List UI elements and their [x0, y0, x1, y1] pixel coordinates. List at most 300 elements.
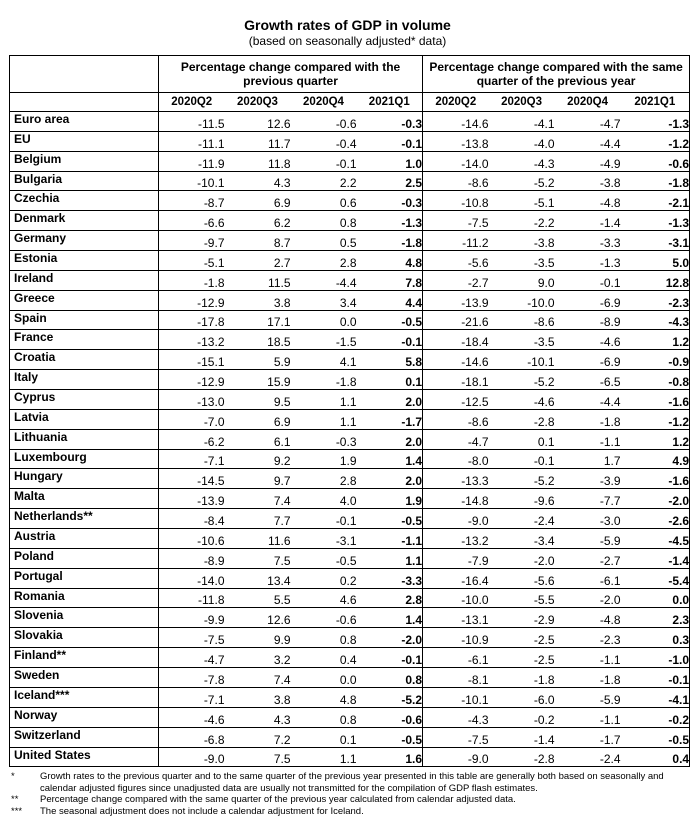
qoq-value-cell: 1.1: [291, 390, 357, 410]
yoy-value-cell: -4.9: [555, 151, 621, 171]
qoq-value-cell: 4.0: [291, 489, 357, 509]
yoy-value-cell: -4.3: [489, 151, 555, 171]
yoy-value-cell: -1.6: [621, 469, 690, 489]
yoy-value-cell: -6.5: [555, 370, 621, 390]
country-name: EU: [10, 131, 159, 151]
table-row: [10, 509, 690, 529]
qoq-value-cell: 7.4: [225, 668, 291, 688]
qoq-value-cell: -11.9: [159, 151, 225, 171]
country-name: Netherlands**: [10, 509, 159, 529]
yoy-value-cell: -0.5: [621, 727, 690, 747]
qoq-value-cell: -0.6: [291, 112, 357, 132]
yoy-value-cell: -6.1: [555, 568, 621, 588]
yoy-value-cell: -4.6: [489, 390, 555, 410]
yoy-value-cell: -10.0: [423, 588, 489, 608]
country-name: Bulgaria: [10, 171, 159, 191]
table-row: [10, 727, 690, 747]
country-name: Finland**: [10, 648, 159, 668]
qoq-value-cell: 15.9: [225, 370, 291, 390]
yoy-value-cell: -2.6: [621, 509, 690, 529]
gdp-growth-table: [9, 55, 690, 767]
qoq-value-cell: 2.2: [291, 171, 357, 191]
qoq-value-cell: -10.1: [159, 171, 225, 191]
quarter-header: 2020Q4: [555, 93, 621, 112]
footnotes: [11, 771, 691, 817]
qoq-value-cell: 2.7: [225, 251, 291, 271]
yoy-value-cell: -2.9: [489, 608, 555, 628]
qoq-value-cell: 7.5: [225, 747, 291, 767]
yoy-value-cell: -2.0: [621, 489, 690, 509]
qoq-value-cell: -0.1: [357, 648, 423, 668]
yoy-value-cell: -3.5: [489, 330, 555, 350]
qoq-value-cell: -11.8: [159, 588, 225, 608]
qoq-value-cell: 4.4: [357, 290, 423, 310]
qoq-value-cell: -8.9: [159, 548, 225, 568]
qoq-value-cell: 17.1: [225, 310, 291, 330]
yoy-value-cell: -13.1: [423, 608, 489, 628]
qoq-value-cell: -6.6: [159, 211, 225, 231]
yoy-value-cell: -14.6: [423, 350, 489, 370]
yoy-value-cell: -1.2: [621, 131, 690, 151]
table-row: [10, 668, 690, 688]
yoy-value-cell: -2.0: [555, 588, 621, 608]
yoy-value-cell: -1.3: [555, 251, 621, 271]
yoy-value-cell: -5.5: [489, 588, 555, 608]
table-row: [10, 568, 690, 588]
qoq-value-cell: 12.6: [225, 112, 291, 132]
qoq-value-cell: -3.3: [357, 568, 423, 588]
yoy-value-cell: -10.0: [489, 290, 555, 310]
yoy-value-cell: -5.2: [489, 171, 555, 191]
qoq-value-cell: -15.1: [159, 350, 225, 370]
qoq-value-cell: 1.1: [291, 409, 357, 429]
qoq-value-cell: 8.7: [225, 231, 291, 251]
country-name: Iceland***: [10, 687, 159, 707]
qoq-value-cell: 0.1: [357, 370, 423, 390]
qoq-value-cell: 12.6: [225, 608, 291, 628]
qoq-value-cell: 9.7: [225, 469, 291, 489]
qoq-value-cell: 0.4: [291, 648, 357, 668]
qoq-value-cell: 11.6: [225, 529, 291, 549]
table-row: [10, 588, 690, 608]
yoy-value-cell: -2.8: [489, 747, 555, 767]
qoq-value-cell: -8.7: [159, 191, 225, 211]
country-name: Euro area: [10, 112, 159, 132]
country-name: Cyprus: [10, 390, 159, 410]
qoq-value-cell: -0.3: [357, 112, 423, 132]
yoy-value-cell: 0.4: [621, 747, 690, 767]
footnote-mark: **: [11, 794, 19, 805]
yoy-value-cell: -9.0: [423, 747, 489, 767]
group-header-previous-year: Percentage change compared with the same quarter of the previous year: [423, 56, 690, 93]
yoy-value-cell: 0.3: [621, 628, 690, 648]
footnote-text: Percentage change compared with the same quarter of the previous year calculated from calendar adjusted data.: [40, 794, 516, 805]
country-name: Hungary: [10, 469, 159, 489]
yoy-value-cell: -10.1: [489, 350, 555, 370]
qoq-value-cell: -5.2: [357, 687, 423, 707]
country-name: Slovakia: [10, 628, 159, 648]
yoy-value-cell: -2.7: [555, 548, 621, 568]
qoq-value-cell: -1.8: [159, 270, 225, 290]
yoy-value-cell: -0.1: [489, 449, 555, 469]
yoy-value-cell: -0.8: [621, 370, 690, 390]
yoy-value-cell: 5.0: [621, 251, 690, 271]
qoq-value-cell: 18.5: [225, 330, 291, 350]
yoy-value-cell: 4.9: [621, 449, 690, 469]
qoq-value-cell: -3.1: [291, 529, 357, 549]
qoq-value-cell: 0.5: [291, 231, 357, 251]
country-name: Sweden: [10, 668, 159, 688]
qoq-value-cell: -0.1: [291, 151, 357, 171]
yoy-value-cell: -21.6: [423, 310, 489, 330]
yoy-value-cell: -4.0: [489, 131, 555, 151]
qoq-value-cell: 6.1: [225, 429, 291, 449]
qoq-value-cell: 2.0: [357, 429, 423, 449]
yoy-value-cell: -10.8: [423, 191, 489, 211]
yoy-value-cell: -6.0: [489, 687, 555, 707]
yoy-value-cell: -1.7: [555, 727, 621, 747]
qoq-value-cell: -0.6: [291, 608, 357, 628]
table-row: [10, 211, 690, 231]
country-name: Malta: [10, 489, 159, 509]
yoy-value-cell: -3.3: [555, 231, 621, 251]
footnote: [11, 794, 691, 806]
yoy-value-cell: -3.1: [621, 231, 690, 251]
yoy-value-cell: -1.6: [621, 390, 690, 410]
yoy-value-cell: 1.2: [621, 330, 690, 350]
yoy-value-cell: -18.4: [423, 330, 489, 350]
yoy-value-cell: -8.0: [423, 449, 489, 469]
yoy-value-cell: -7.7: [555, 489, 621, 509]
country-name: Lithuania: [10, 429, 159, 449]
quarter-header: 2021Q1: [621, 93, 690, 112]
yoy-value-cell: -2.4: [555, 747, 621, 767]
table-row: [10, 628, 690, 648]
yoy-value-cell: -4.7: [555, 112, 621, 132]
yoy-value-cell: -2.5: [489, 648, 555, 668]
yoy-value-cell: -18.1: [423, 370, 489, 390]
country-name: Slovenia: [10, 608, 159, 628]
footnote: [11, 806, 691, 818]
yoy-value-cell: -2.1: [621, 191, 690, 211]
quarter-header: 2020Q4: [291, 93, 357, 112]
qoq-value-cell: -1.1: [357, 529, 423, 549]
yoy-value-cell: 1.7: [555, 449, 621, 469]
qoq-value-cell: 4.3: [225, 707, 291, 727]
yoy-value-cell: -0.1: [621, 668, 690, 688]
yoy-value-cell: -9.0: [423, 509, 489, 529]
yoy-value-cell: -13.8: [423, 131, 489, 151]
yoy-value-cell: -4.4: [555, 390, 621, 410]
qoq-value-cell: 1.1: [357, 548, 423, 568]
qoq-value-cell: 9.9: [225, 628, 291, 648]
qoq-value-cell: 0.2: [291, 568, 357, 588]
table-row: [10, 131, 690, 151]
yoy-value-cell: -3.4: [489, 529, 555, 549]
yoy-value-cell: -1.3: [621, 112, 690, 132]
table-row: [10, 290, 690, 310]
table-row: [10, 151, 690, 171]
qoq-value-cell: 11.8: [225, 151, 291, 171]
qoq-value-cell: -7.0: [159, 409, 225, 429]
yoy-value-cell: -13.2: [423, 529, 489, 549]
qoq-value-cell: 7.2: [225, 727, 291, 747]
qoq-value-cell: -5.1: [159, 251, 225, 271]
yoy-value-cell: -4.6: [555, 330, 621, 350]
yoy-value-cell: -4.4: [555, 131, 621, 151]
qoq-value-cell: 1.6: [357, 747, 423, 767]
qoq-value-cell: 4.8: [291, 687, 357, 707]
qoq-value-cell: 1.1: [291, 747, 357, 767]
yoy-value-cell: -1.0: [621, 648, 690, 668]
yoy-value-cell: -1.1: [555, 648, 621, 668]
table-row: [10, 370, 690, 390]
qoq-value-cell: 0.0: [291, 668, 357, 688]
yoy-value-cell: -14.0: [423, 151, 489, 171]
yoy-value-cell: 1.2: [621, 429, 690, 449]
yoy-value-cell: -5.2: [489, 370, 555, 390]
qoq-value-cell: 0.0: [291, 310, 357, 330]
qoq-value-cell: 0.8: [357, 668, 423, 688]
yoy-value-cell: -4.5: [621, 529, 690, 549]
yoy-value-cell: -3.5: [489, 251, 555, 271]
yoy-value-cell: -0.6: [621, 151, 690, 171]
yoy-value-cell: -13.9: [423, 290, 489, 310]
qoq-value-cell: -9.7: [159, 231, 225, 251]
qoq-value-cell: 6.9: [225, 191, 291, 211]
qoq-value-cell: -7.1: [159, 449, 225, 469]
qoq-value-cell: -12.9: [159, 370, 225, 390]
yoy-value-cell: -10.9: [423, 628, 489, 648]
yoy-value-cell: -1.4: [621, 548, 690, 568]
qoq-value-cell: 7.8: [357, 270, 423, 290]
qoq-value-cell: -1.8: [291, 370, 357, 390]
qoq-value-cell: 0.8: [291, 628, 357, 648]
qoq-value-cell: -7.5: [159, 628, 225, 648]
table-row: [10, 469, 690, 489]
yoy-value-cell: -4.3: [423, 707, 489, 727]
qoq-value-cell: 4.1: [291, 350, 357, 370]
qoq-value-cell: -6.2: [159, 429, 225, 449]
country-name: Luxembourg: [10, 449, 159, 469]
table-subtitle: (based on seasonally adjusted* data): [248, 34, 447, 48]
yoy-value-cell: -3.8: [489, 231, 555, 251]
quarter-header: 2020Q3: [489, 93, 555, 112]
yoy-value-cell: -7.5: [423, 211, 489, 231]
qoq-value-cell: -17.8: [159, 310, 225, 330]
yoy-value-cell: -3.9: [555, 469, 621, 489]
yoy-value-cell: -2.4: [489, 509, 555, 529]
yoy-value-cell: -8.6: [423, 171, 489, 191]
yoy-value-cell: -1.8: [555, 668, 621, 688]
qoq-value-cell: 7.4: [225, 489, 291, 509]
table-row: [10, 270, 690, 290]
table-row: [10, 409, 690, 429]
qoq-value-cell: -7.8: [159, 668, 225, 688]
table-title: Growth rates of GDP in volume: [244, 17, 451, 33]
country-name: Norway: [10, 707, 159, 727]
qoq-value-cell: -13.9: [159, 489, 225, 509]
qoq-value-cell: -9.9: [159, 608, 225, 628]
qoq-value-cell: -6.8: [159, 727, 225, 747]
yoy-value-cell: -4.8: [555, 191, 621, 211]
yoy-value-cell: -2.2: [489, 211, 555, 231]
yoy-value-cell: -0.1: [555, 270, 621, 290]
qoq-value-cell: 4.8: [357, 251, 423, 271]
qoq-value-cell: -14.0: [159, 568, 225, 588]
yoy-value-cell: -1.1: [555, 707, 621, 727]
qoq-value-cell: -8.4: [159, 509, 225, 529]
yoy-value-cell: -4.1: [489, 112, 555, 132]
qoq-value-cell: 5.8: [357, 350, 423, 370]
yoy-value-cell: -2.8: [489, 409, 555, 429]
qoq-value-cell: 2.0: [357, 469, 423, 489]
yoy-value-cell: -2.3: [621, 290, 690, 310]
yoy-value-cell: -1.1: [555, 429, 621, 449]
quarter-header: 2021Q1: [357, 93, 423, 112]
qoq-value-cell: -0.1: [291, 509, 357, 529]
yoy-value-cell: -1.8: [555, 409, 621, 429]
qoq-value-cell: -4.4: [291, 270, 357, 290]
yoy-value-cell: -7.9: [423, 548, 489, 568]
qoq-value-cell: -0.5: [291, 548, 357, 568]
qoq-value-cell: 4.3: [225, 171, 291, 191]
qoq-value-cell: -2.0: [357, 628, 423, 648]
yoy-value-cell: -4.1: [621, 687, 690, 707]
country-name: Estonia: [10, 251, 159, 271]
qoq-value-cell: 9.2: [225, 449, 291, 469]
country-name: Belgium: [10, 151, 159, 171]
yoy-value-cell: -3.0: [555, 509, 621, 529]
quarter-header-blank: [10, 93, 159, 112]
qoq-value-cell: -0.5: [357, 310, 423, 330]
qoq-value-cell: 2.8: [357, 588, 423, 608]
qoq-value-cell: 3.8: [225, 290, 291, 310]
yoy-value-cell: -13.3: [423, 469, 489, 489]
qoq-value-cell: 0.6: [291, 191, 357, 211]
yoy-value-cell: -1.3: [621, 211, 690, 231]
qoq-value-cell: 0.8: [291, 211, 357, 231]
qoq-value-cell: 2.8: [291, 251, 357, 271]
yoy-value-cell: -0.9: [621, 350, 690, 370]
qoq-value-cell: 7.5: [225, 548, 291, 568]
footnote-text: The seasonal adjustment does not include a calendar adjustment for Iceland.: [40, 805, 364, 817]
qoq-value-cell: 1.9: [291, 449, 357, 469]
country-name: Latvia: [10, 409, 159, 429]
yoy-value-cell: 2.3: [621, 608, 690, 628]
country-name: Austria: [10, 529, 159, 549]
yoy-value-cell: -1.4: [489, 727, 555, 747]
table-row: [10, 648, 690, 668]
qoq-value-cell: -0.1: [357, 330, 423, 350]
qoq-value-cell: 2.5: [357, 171, 423, 191]
yoy-value-cell: -12.5: [423, 390, 489, 410]
yoy-value-cell: 0.1: [489, 429, 555, 449]
qoq-value-cell: -13.0: [159, 390, 225, 410]
yoy-value-cell: -2.5: [489, 628, 555, 648]
qoq-value-cell: 1.4: [357, 449, 423, 469]
qoq-value-cell: 13.4: [225, 568, 291, 588]
qoq-value-cell: 0.8: [291, 707, 357, 727]
qoq-value-cell: 7.7: [225, 509, 291, 529]
yoy-value-cell: -6.9: [555, 290, 621, 310]
table-row: [10, 191, 690, 211]
yoy-value-cell: -5.9: [555, 687, 621, 707]
yoy-value-cell: -14.8: [423, 489, 489, 509]
yoy-value-cell: -6.9: [555, 350, 621, 370]
country-name: Romania: [10, 588, 159, 608]
yoy-value-cell: -4.7: [423, 429, 489, 449]
table-row: [10, 449, 690, 469]
qoq-value-cell: 3.8: [225, 687, 291, 707]
footnote-mark: ***: [11, 805, 23, 817]
table-row: [10, 390, 690, 410]
yoy-value-cell: -11.2: [423, 231, 489, 251]
table-row: [10, 251, 690, 271]
table-row: [10, 608, 690, 628]
yoy-value-cell: -7.5: [423, 727, 489, 747]
qoq-value-cell: 6.9: [225, 409, 291, 429]
country-name: France: [10, 330, 159, 350]
qoq-value-cell: -13.2: [159, 330, 225, 350]
qoq-value-cell: -0.1: [357, 131, 423, 151]
footnote-text: Growth rates to the previous quarter and to the same quarter of the previous year presented in this table are generally both based on seasonally and calendar adjusted figures since unadjusted data are usually not transmitted for the compilation of GDP flash estimates.: [40, 771, 664, 794]
qoq-value-cell: -4.6: [159, 707, 225, 727]
yoy-value-cell: -1.2: [621, 409, 690, 429]
yoy-value-cell: -5.1: [489, 191, 555, 211]
qoq-value-cell: -0.3: [357, 191, 423, 211]
yoy-value-cell: -1.8: [621, 171, 690, 191]
country-name: Portugal: [10, 568, 159, 588]
qoq-value-cell: -0.6: [357, 707, 423, 727]
yoy-value-cell: -16.4: [423, 568, 489, 588]
country-name: Greece: [10, 290, 159, 310]
country-name: United States: [10, 747, 159, 767]
table-row: [10, 529, 690, 549]
qoq-value-cell: 2.0: [357, 390, 423, 410]
country-name: Poland: [10, 548, 159, 568]
yoy-value-cell: -2.7: [423, 270, 489, 290]
yoy-value-cell: -1.4: [555, 211, 621, 231]
quarter-header: 2020Q3: [225, 93, 291, 112]
table-row: [10, 747, 690, 767]
table-row: [10, 310, 690, 330]
table-row: [10, 231, 690, 251]
qoq-value-cell: 5.5: [225, 588, 291, 608]
qoq-value-cell: -0.5: [357, 727, 423, 747]
yoy-value-cell: -2.0: [489, 548, 555, 568]
table-row: [10, 350, 690, 370]
qoq-value-cell: -11.1: [159, 131, 225, 151]
yoy-value-cell: -3.8: [555, 171, 621, 191]
qoq-value-cell: -1.8: [357, 231, 423, 251]
yoy-value-cell: -1.8: [489, 668, 555, 688]
table-row: [10, 707, 690, 727]
qoq-value-cell: 0.1: [291, 727, 357, 747]
country-name: Croatia: [10, 350, 159, 370]
country-name: Ireland: [10, 270, 159, 290]
qoq-value-cell: -1.5: [291, 330, 357, 350]
yoy-value-cell: -14.6: [423, 112, 489, 132]
yoy-value-cell: -5.6: [423, 251, 489, 271]
table-row: [10, 171, 690, 191]
yoy-value-cell: -9.6: [489, 489, 555, 509]
qoq-value-cell: -4.7: [159, 648, 225, 668]
table-row: [10, 548, 690, 568]
yoy-value-cell: -5.4: [621, 568, 690, 588]
yoy-value-cell: -8.9: [555, 310, 621, 330]
qoq-value-cell: 1.9: [357, 489, 423, 509]
